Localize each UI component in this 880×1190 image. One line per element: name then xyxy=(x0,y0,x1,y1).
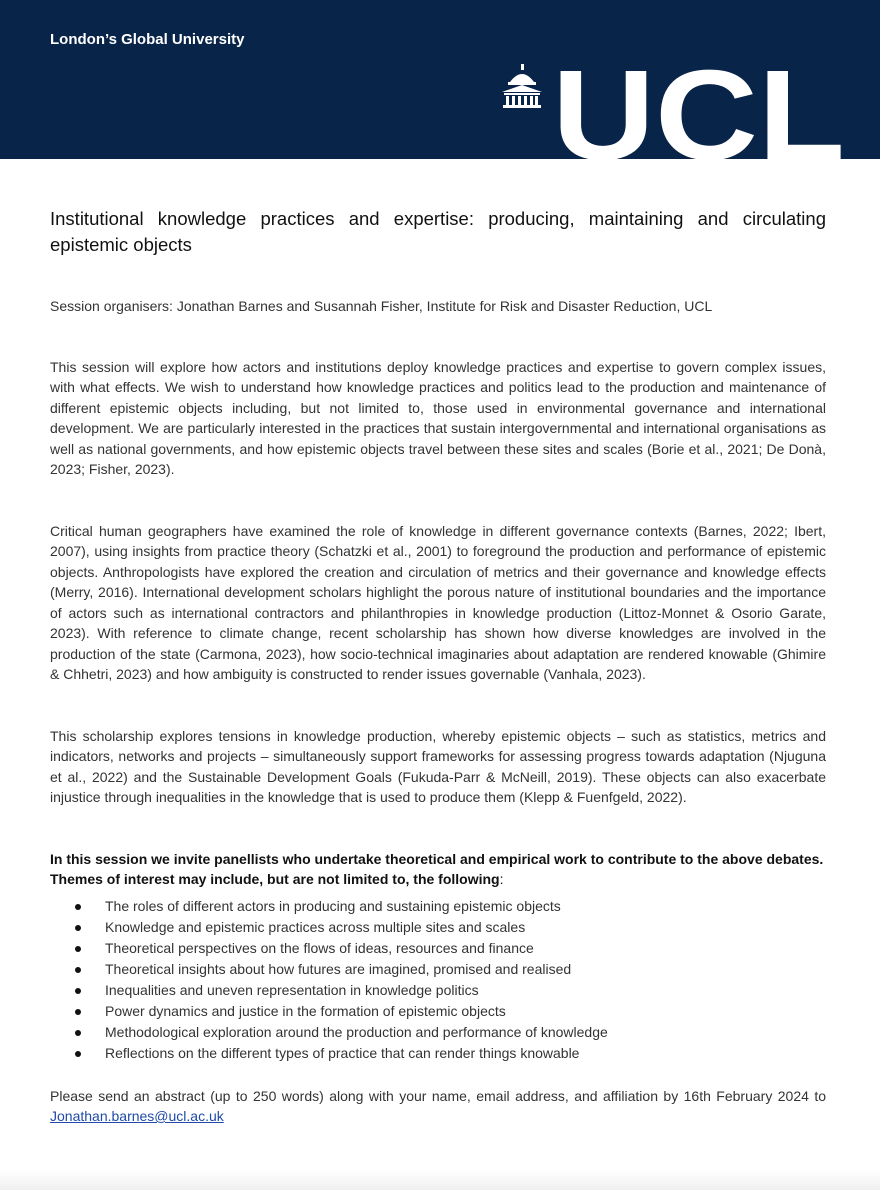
list-item: Power dynamics and justice in the formation of epistemic objects xyxy=(105,1001,826,1022)
bullet-icon xyxy=(75,967,81,973)
themes-list xyxy=(50,896,826,1064)
closing-instructions xyxy=(50,1086,826,1127)
invitation-bold: In this session we invite panellists who undertake theoretical and empirical work to contribute to the above debates. Themes of interest may include, but are not limited to, the following xyxy=(50,850,824,887)
bullet-icon xyxy=(75,904,81,910)
list-item: The roles of different actors in producing and sustaining epistemic objects xyxy=(105,896,826,917)
bullet-icon xyxy=(75,946,81,952)
list-item: Theoretical perspectives on the flows of ideas, resources and finance xyxy=(105,938,826,959)
invitation-colon: : xyxy=(499,871,504,887)
session-organisers: Session organisers: Jonathan Barnes and Susannah Fisher, Institute for Risk and Disaster Reduction, UCL xyxy=(50,298,713,314)
bullet-icon xyxy=(75,988,81,994)
email-link[interactable]: Jonathan.barnes@ucl.ac.uk xyxy=(50,1108,224,1124)
invitation-text xyxy=(50,849,826,890)
paragraph-2: Critical human geographers have examined the role of knowledge in different governance contexts (Barnes, 2022; Ibert, 2007), using insights from practice theory (Schatzki et al., 2001) to foreground the production and performance of epistemic objects. Anthropologists have explored the creation and circulation of metrics and their governance and knowledge effects (Merry, 2016). International development scholars highlight the porous nature of institutional boundaries and the importance of actors such as international contractors and philanthropies in knowledge production (Littoz-Monnet & Osorio Garate, 2023). With reference to climate change, recent scholarship has shown how diverse knowledges are involved in the production of the state (Carmona, 2023), how socio-technical imaginaries about adaptation are rendered knowable (Ghimire & Chhetri, 2023) and how ambiguity is constructed to render issues governable (Vanhala, 2023). xyxy=(50,522,826,682)
list-item: Inequalities and uneven representation in knowledge politics xyxy=(105,980,826,1001)
page-bottom-shadow xyxy=(0,1170,880,1190)
bullet-icon xyxy=(75,1051,81,1057)
portico-icon xyxy=(502,64,542,108)
university-tagline: London’s Global University xyxy=(50,31,245,48)
ucl-logo xyxy=(500,62,845,159)
document-body xyxy=(50,206,826,1127)
list-item: Knowledge and epistemic practices across multiple sites and scales xyxy=(105,917,826,938)
header-banner xyxy=(0,0,880,159)
ucl-logo-text: UCL xyxy=(552,62,845,159)
list-item: Reflections on the different types of practice that can render things knowable xyxy=(105,1043,826,1064)
paragraph-1: This session will explore how actors and institutions deploy knowledge practices and expertise to govern complex issues, with what effects. We wish to understand how knowledge practices and politics lead to the production and maintenance of different epistemic objects including, but not limited to, those used in environmental governance and international development. We are particularly interested in the practices that sustain intergovernmental and international organisations as well as national governments, and how epistemic objects travel between these sites and scales (Borie et al., 2021; De Donà, 2023; Fisher, 2023). xyxy=(50,358,826,477)
paragraph-3: This scholarship explores tensions in knowledge production, whereby epistemic objects – such as statistics, metrics and indicators, networks and projects – simultaneously support frameworks for assessing progress towards adaptation (Njuguna et al., 2022) and the Sustainable Development Goals (Fukuda-Parr & McNeill, 2019). These objects can also exacerbate injustice through inequalities in the knowledge that is used to produce them (Klepp & Fuenfgeld, 2022). xyxy=(50,727,826,805)
list-item: Theoretical insights about how futures are imagined, promised and realised xyxy=(105,959,826,980)
session-title: Institutional knowledge practices and expertise: producing, maintaining and circulating epistemic objects xyxy=(50,208,826,255)
list-item: Methodological exploration around the production and performance of knowledge xyxy=(105,1022,826,1043)
bullet-icon xyxy=(75,925,81,931)
bullet-icon xyxy=(75,1030,81,1036)
closing-text: Please send an abstract (up to 250 words) along with your name, email address, and affiliation by 16th February 2024 to xyxy=(50,1087,826,1104)
bullet-icon xyxy=(75,1009,81,1015)
